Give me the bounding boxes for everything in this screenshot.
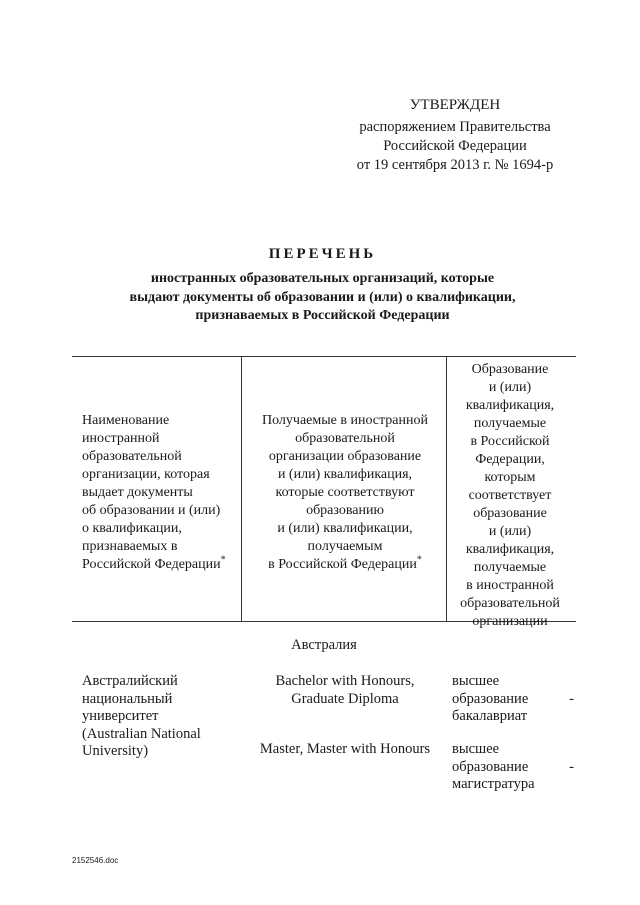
- approval-block: [330, 96, 580, 175]
- footnote-mark: *: [220, 554, 226, 566]
- education-cell-1: высшее образование - бакалавриат: [452, 673, 574, 724]
- qualification-cell-1: Bachelor with Honours, Graduate Diploma: [275, 673, 415, 707]
- document-title: ПЕРЕЧЕНЬ: [268, 246, 377, 262]
- approval-stamp: УТВЕРЖДЕН: [409, 97, 501, 113]
- document-id: 2152546.doc: [72, 856, 119, 865]
- approval-line-1: распоряжением Правительства: [359, 119, 551, 135]
- subtitle-line-2: выдают документы об образовании и (или) о квалификации,: [129, 289, 516, 305]
- document-subtitle: [100, 270, 545, 326]
- dash-mark: -: [569, 758, 574, 775]
- header-cell-foreign-qualification: Получаемые в иностранной образовательной организации образование и (или) квалификация, которые соответствуют образованию и (или) квалификации, получаемым в Российской Федерации*: [262, 413, 428, 572]
- header-cell-organization: Наименование иностранной образовательной организации, которая выдает документы об образовании и (или) о квалификации, признаваемых в Российской Федерации*: [82, 413, 226, 572]
- header-cell-russian-equivalent: Образование и (или) квалификация, получаемые в Российской Федерации, которым соответствует образование и (или) квалификация, получаемые в иностранной образовательной организации: [460, 362, 560, 629]
- dash-mark: -: [569, 690, 574, 707]
- subtitle-line-3: признаваемых в Российской Федерации: [195, 308, 450, 323]
- qualification-cell-2: Master, Master with Honours: [259, 741, 431, 757]
- footnote-mark: *: [416, 554, 422, 566]
- subtitle-line-1: иностранных образовательных организаций, которые: [150, 271, 495, 286]
- education-cell-2: высшее образование - магистратура: [452, 741, 574, 792]
- table-column-divider-2: [446, 356, 447, 621]
- country-heading: Австралия: [291, 637, 357, 653]
- organization-name: Австралийский национальный университет (Australian National University): [82, 673, 201, 759]
- table-top-rule: [72, 356, 576, 357]
- approval-line-3: от 19 сентября 2013 г. № 1694-р: [356, 157, 554, 173]
- approval-line-2: Российской Федерации: [383, 138, 527, 154]
